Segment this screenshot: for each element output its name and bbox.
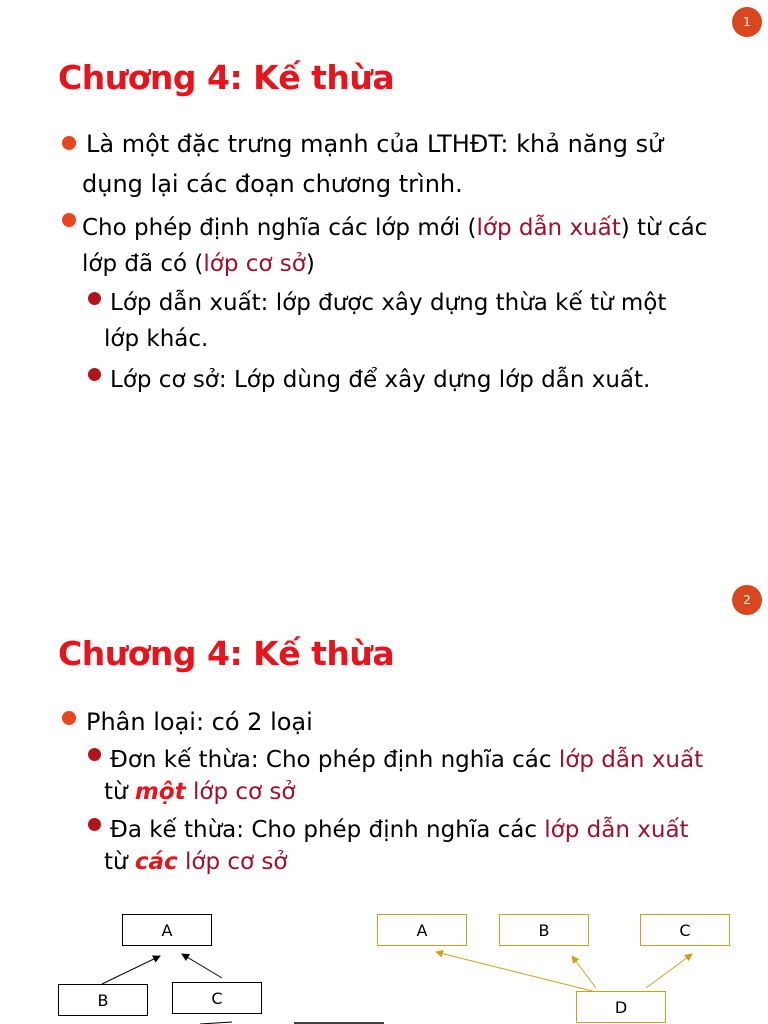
slide-number-badge: 2 <box>732 585 762 615</box>
highlight-term: lớp dẫn xuất <box>476 215 621 241</box>
slide-number-badge: 1 <box>732 7 762 37</box>
arrow-d-to-c <box>646 954 692 988</box>
emphasis-word: các <box>134 849 178 875</box>
text-line: lớp khác. <box>104 326 209 352</box>
bullet-text <box>82 210 707 246</box>
highlight-term: lớp dẫn xuất <box>558 747 704 773</box>
bullet-icon <box>62 136 76 150</box>
text-line: dụng lại các đoạn chương trình. <box>82 170 463 198</box>
text-line: Phân loại: có 2 loại <box>86 708 313 736</box>
highlight-term: lớp cơ sở <box>203 251 306 277</box>
emphasis-word: một <box>134 779 186 805</box>
sub-bullet-icon <box>88 292 101 305</box>
arrow-d-to-a <box>436 952 596 992</box>
text-line: Lớp dẫn xuất: lớp được xây dựng thừa kế từ một <box>110 290 667 316</box>
slide-2 <box>0 576 768 1024</box>
slide-title: Chương 4: Kế thừa <box>58 58 395 97</box>
class-box-b: B <box>499 914 589 946</box>
text-run: Đa kế thừa: Cho phép định nghĩa các <box>110 817 545 843</box>
text-run: ) <box>305 251 315 277</box>
class-box-a: A <box>122 914 212 946</box>
arrow-b-to-a <box>102 956 160 984</box>
inheritance-arrows <box>0 576 768 1024</box>
text-line: Là một đặc trưng mạnh của LTHĐT: khả năng sử <box>86 130 664 158</box>
class-box-c: C <box>640 914 730 946</box>
text-run: từ <box>104 849 135 875</box>
highlight-term: lớp dẫn xuất <box>544 817 689 843</box>
bullet-text <box>82 166 463 202</box>
text-run: ) từ các <box>620 215 708 241</box>
class-box-d: D <box>576 991 666 1023</box>
highlight-term: lớp cơ sở <box>185 779 296 805</box>
class-box-c: C <box>172 982 262 1014</box>
text-run: từ <box>104 779 135 805</box>
highlight-term: lớp cơ sở <box>177 849 288 875</box>
bullet-icon <box>62 213 76 227</box>
text-run: Cho phép định nghĩa các lớp mới ( <box>82 215 477 241</box>
class-box-a: A <box>377 914 467 946</box>
sub-bullet-icon <box>88 368 101 381</box>
sub-bullet-text <box>110 285 666 321</box>
text-run: lớp đã có ( <box>82 251 204 277</box>
sub-bullet-text <box>104 321 208 357</box>
text-line: Lớp cơ sở: Lớp dùng để xây dựng lớp dẫn xuất. <box>110 367 651 393</box>
bullet-text <box>82 246 315 282</box>
bullet-text <box>86 126 663 162</box>
arrow-c-to-a <box>182 954 222 978</box>
sub-bullet-text <box>110 362 650 398</box>
class-box-b: B <box>58 984 148 1016</box>
arrow-d-to-b <box>572 956 596 988</box>
text-run: Đơn kế thừa: Cho phép định nghĩa các <box>110 747 559 773</box>
slide-title: Chương 4: Kế thừa <box>58 634 395 673</box>
